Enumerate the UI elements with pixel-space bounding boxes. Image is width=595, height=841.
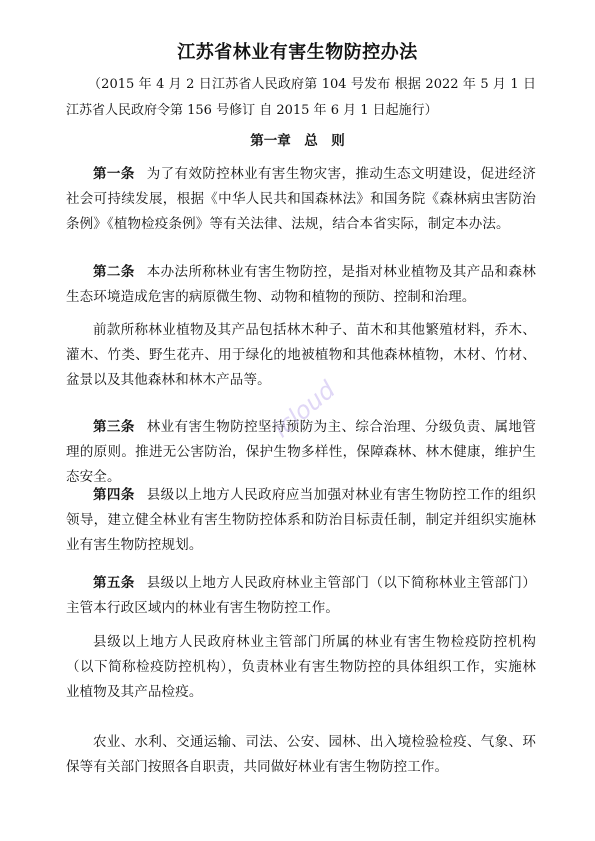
article-text: 前款所称林业植物及其产品包括林木种子、苗木和其他繁殖材料，乔木、灌木、竹类、野生花卉、用于绿化的地被植物和其他森林植物，木材、竹材、盆景以及其他森林和林木产品等。 (66, 322, 536, 388)
document-title: 江苏省林业有害生物防控办法 (177, 42, 418, 63)
article-paragraph-1 (66, 162, 536, 237)
article-text: 为了有效防控林业有害生物灾害，推动生态文明建设，促进经济社会可持续发展，根据《中华人民共和国森林法》和国务院《森林病虫害防治条例》《植物检疫条例》等有关法律、法规，结合本省实际，制定本办法。 (66, 166, 536, 232)
article-text: 本办法所称林业有害生物防控，是指对林业植物及其产品和森林生态环境造成危害的病原微生物、动物和植物的预防、控制和治理。 (66, 264, 536, 305)
article-paragraph-4 (66, 483, 536, 558)
article-paragraph-5 (66, 571, 536, 621)
chapter-heading: 第一章 总 则 (250, 133, 345, 149)
article-label: 第一条 (93, 166, 135, 182)
article-label: 第二条 (93, 264, 135, 280)
article-label: 第三条 (93, 419, 135, 435)
document-subtitle: （2015 年 4 月 2 日江苏省人民政府第 104 号发布 根据 2022 年 5 月 1 日江苏省人民政府令第 156 号修订 自 2015 年 6 月 1 日起施行） (66, 77, 536, 118)
article-label: 第四条 (93, 487, 135, 503)
article-text: 县级以上地方人民政府应当加强对林业有害生物防控工作的组织领导，建立健全林业有害生物防控体系和防治目标责任制，制定并组织实施林业有害生物防控规划。 (66, 487, 536, 553)
article-paragraph-5c (66, 730, 536, 780)
article-text: 县级以上地方人民政府林业主管部门所属的林业有害生物检疫防控机构（以下简称检疫防控机构），负责林业有害生物防控的具体组织工作，实施林业植物及其产品检疫。 (66, 634, 536, 700)
article-paragraph-5b (66, 630, 536, 705)
article-text: 林业有害生物防控坚持预防为主、综合治理、分级负责、属地管理的原则。推进无公害防治，保护生物多样性，保障森林、林木健康，维护生态安全。 (66, 419, 536, 485)
watermark-logo: icloud (267, 375, 341, 444)
article-text: 县级以上地方人民政府林业主管部门（以下简称林业主管部门）主管本行政区域内的林业有害生物防控工作。 (66, 575, 536, 616)
article-label: 第五条 (93, 575, 135, 591)
article-paragraph-2 (66, 260, 536, 310)
article-paragraph-3 (66, 415, 536, 490)
article-paragraph-2b (66, 318, 536, 393)
article-text: 农业、水利、交通运输、司法、公安、园林、出入境检验检疫、气象、环保等有关部门按照各自职责，共同做好林业有害生物防控工作。 (66, 734, 536, 775)
